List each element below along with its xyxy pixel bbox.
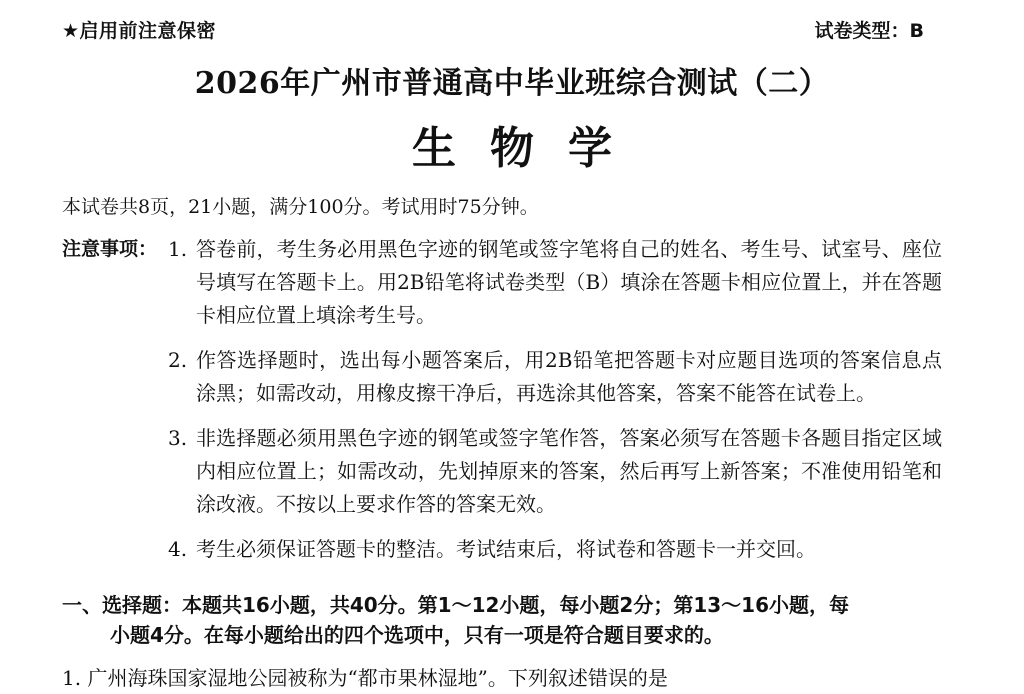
notice-item-text: 非选择题必须用黑色字迹的钢笔或签字笔作答，答案必须写在答题卡各题目指定区域内相应位置上；如需改动，先划掉原来的答案，然后再写上新答案；不准使用铅笔和涂改液。不按以上要求作答的答案无效。 [196,426,942,516]
notice-item [62,233,942,332]
exam-intro: 本试卷共8页，21小题，满分100分。考试用时75分钟。 [62,196,539,218]
notice-item-number: 2. [168,348,188,372]
exam-title: 2026年广州市普通高中毕业班综合测试（二） [194,66,830,101]
notice-label: 注意事项： [62,238,158,260]
notice-item-text: 考生必须保证答题卡的整洁。考试结束后，将试卷和答题卡一并交回。 [196,537,816,561]
notice-label-spacer [62,344,168,410]
section-heading [62,590,942,650]
notice-section [62,233,942,578]
notice-item-number: 1. [168,237,188,261]
question-1-stem: 1. 广州海珠国家湿地公园被称为“都市果林湿地”。下列叙述错误的是 [62,666,668,690]
notice-item [62,422,942,521]
notice-item-text: 作答选择题时，选出每小题答案后，用2B铅笔把答题卡对应题目选项的答案信息点涂黑；如需改动，用橡皮擦干净后，再选涂其他答案，答案不能答在试卷上。 [196,348,942,405]
notice-item-number: 4. [168,537,188,561]
notice-label-spacer [62,533,168,566]
confidential-notice: ★启用前注意保密 [62,20,217,42]
notice-item-number: 3. [168,426,188,450]
notice-item [62,344,942,410]
notice-item [62,533,942,566]
section-heading-line2: 小题4分。在每小题给出的四个选项中，只有一项是符合题目要求的。 [110,623,724,647]
subject-title: 生物学 [412,123,646,174]
section-heading-line1: 一、选择题：本题共16小题，共40分。第1～12小题，每小题2分；第13～16小题，每 [62,593,849,617]
paper-type: 试卷类型：B [814,20,924,42]
notice-item-text: 答卷前，考生务必用黑色字迹的钢笔或签字笔将自己的姓名、考生号、试室号、座位号填写在答题卡上。用2B铅笔将试卷类型（B）填涂在答题卡相应位置上，并在答题卡相应位置上填涂考生号。 [196,237,942,327]
notice-label-spacer [62,422,168,521]
